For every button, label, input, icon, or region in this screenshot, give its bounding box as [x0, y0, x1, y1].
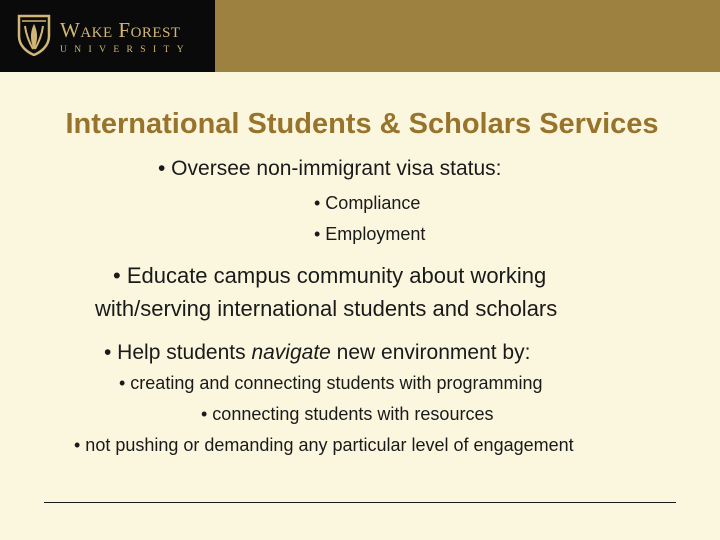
help-students-emphasis: navigate	[251, 341, 331, 364]
bullet-educate-campus: • Educate campus community about working	[113, 263, 547, 288]
sub-bullet-engagement: • not pushing or demanding any particular level of engagement	[74, 435, 574, 455]
help-students-text-end: new environment by:	[330, 341, 531, 364]
shield-icon	[17, 14, 51, 56]
logo-wordmark	[60, 19, 191, 56]
bullet-help-students	[104, 342, 530, 363]
university-logo	[0, 0, 215, 72]
footer-divider	[44, 502, 676, 503]
header-bar	[0, 0, 720, 72]
help-students-text-start: • Help students	[104, 341, 252, 364]
sub-bullet-compliance: • Compliance	[314, 193, 421, 213]
bullet-educate-campus-continued: with/serving international students and scholars	[95, 296, 558, 321]
logo-name: Wake Forest	[60, 18, 181, 42]
sub-bullet-employment: • Employment	[314, 224, 426, 244]
slide-title: International Students & Scholars Services	[65, 108, 659, 140]
sub-bullet-resources: • connecting students with resources	[201, 404, 494, 424]
logo-subtitle: UNIVERSITY	[60, 45, 191, 55]
bullet-oversee-visa: • Oversee non-immigrant visa status:	[158, 157, 502, 180]
sub-bullet-programming: • creating and connecting students with programming	[119, 373, 543, 393]
